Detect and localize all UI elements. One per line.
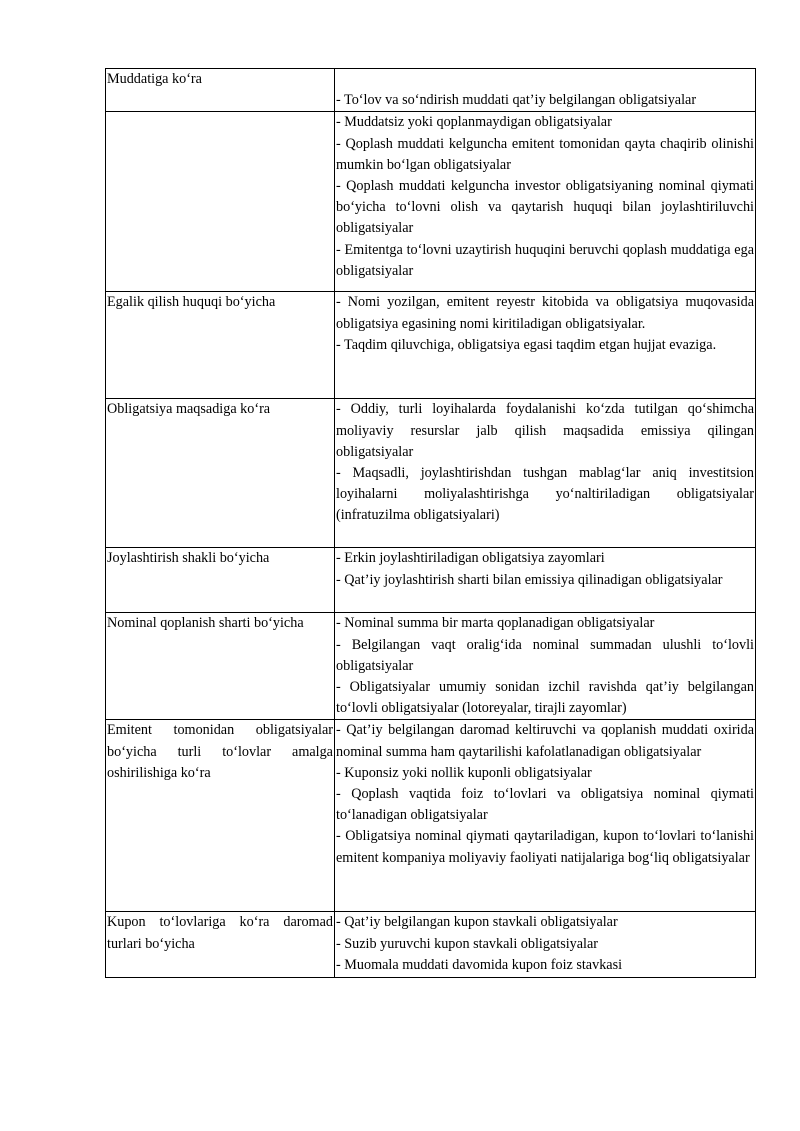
list-item: - Qat’iy belgilangan kupon stavkali obligatsiyalar: [336, 914, 618, 931]
table-row: [106, 69, 756, 112]
list-item: - Emitentga to‘lovni uzaytirish huquqini beruvchi qoplash muddatiga ega obligatsiyalar: [336, 241, 754, 279]
table-row: [106, 112, 756, 292]
category-cell: Egalik qilish huquqi bo‘yicha: [106, 292, 335, 399]
list-item: - Oddiy, turli loyihalarda foydalanishi ko‘zda tutilgan qo‘shimcha moliyaviy resurslar jalb qilish maqsadida emissiya qilingan obligatsiyalar: [336, 401, 754, 460]
list-item: - Erkin joylashtiriladigan obligatsiya zayomlari: [336, 550, 605, 567]
list-item: - Obligatsiya nominal qiymati qaytariladigan, kupon to‘lovlari to‘lanishi emitent kompaniya moliyaviy faoliyati natijalariga bog‘liq obligatsiyalar: [336, 828, 754, 866]
list-item: - Qat’iy joylashtirish sharti bilan emissiya qilinadigan obligatsiyalar: [336, 571, 723, 588]
description-cell: [335, 548, 756, 613]
description-cell: [335, 292, 756, 399]
description-cell: [335, 720, 756, 912]
category-cell: [106, 112, 335, 292]
list-item: - Qoplash muddati kelguncha investor obligatsiyaning nominal qiymati bo‘yicha to‘lovni olish va qaytarish huquqi bilan joylashtiriluvchi obligatsiyalar: [336, 178, 754, 237]
list-item: - Qat’iy belgilangan daromad keltiruvchi va qoplanish muddati oxirida nominal summa ham qaytarilishi kafolatlanadigan obligatsiyalar: [336, 722, 754, 760]
list-item: - Belgilangan vaqt oralig‘ida nominal summadan ulushli to‘lovli obligatsiyalar: [336, 636, 754, 674]
table-row: [106, 548, 756, 613]
table-row: [106, 399, 756, 548]
list-item: [336, 69, 754, 90]
category-cell: Joylashtirish shakli bo‘yicha: [106, 548, 335, 613]
category-cell: Emitent tomonidan obligatsiyalar bo‘yicha turli to‘lovlar amalga oshirilishiga ko‘ra: [106, 720, 335, 912]
list-item: - Qoplash vaqtida foiz to‘lovlari va obligatsiya nominal qiymati to‘lanadigan obligatsiyalar: [336, 786, 754, 824]
list-item: - Taqdim qiluvchiga, obligatsiya egasi taqdim etgan hujjat evaziga.: [336, 336, 717, 353]
description-cell: [335, 613, 756, 720]
description-cell: [335, 69, 756, 112]
table-row: [106, 912, 756, 978]
list-item: - To‘lov va so‘ndirish muddati qat’iy belgilangan obligatsiyalar: [336, 92, 697, 109]
list-item: - Obligatsiyalar umumiy sonidan izchil ravishda qat’iy belgilangan to‘lovli obligatsiyalar (lotoreyalar, tirajli zayomlar): [336, 679, 754, 717]
description-cell: [335, 112, 756, 292]
list-item: - Suzib yuruvchi kupon stavkali obligatsiyalar: [336, 935, 599, 952]
list-item: - Qoplash muddati kelguncha emitent tomonidan qayta chaqirib olinishi mumkin bo‘lgan obligatsiyalar: [336, 135, 754, 173]
category-cell: Kupon to‘lovlariga ko‘ra daromad turlari bo‘yicha: [106, 912, 335, 978]
list-item: - Muomala muddati davomida kupon foiz stavkasi: [336, 956, 623, 973]
list-item: - Nomi yozilgan, emitent reyestr kitobida va obligatsiya muqovasida obligatsiya egasining nomi kiritiladigan obligatsiyalar.: [336, 294, 754, 332]
table-row: [106, 613, 756, 720]
description-cell: [335, 912, 756, 978]
description-cell: [335, 399, 756, 548]
category-cell: Muddatiga ko‘ra: [106, 69, 335, 112]
category-cell: Obligatsiya maqsadiga ko‘ra: [106, 399, 335, 548]
table-row: [106, 720, 756, 912]
obligations-classification-table: [105, 68, 756, 978]
category-cell: Nominal qoplanish sharti bo‘yicha: [106, 613, 335, 720]
list-item: - Kuponsiz yoki nollik kuponli obligatsiyalar: [336, 764, 592, 781]
list-item: - Muddatsiz yoki qoplanmaydigan obligatsiyalar: [336, 114, 612, 131]
list-item: - Nominal summa bir marta qoplanadigan obligatsiyalar: [336, 615, 655, 632]
list-item: - Maqsadli, joylashtirishdan tushgan mablag‘lar aniq investitsion loyihalarni moliyalashtirishga yo‘naltiriladigan obligatsiyalar (infratuzilma obligatsiyalari): [336, 465, 754, 524]
table-row: [106, 292, 756, 399]
